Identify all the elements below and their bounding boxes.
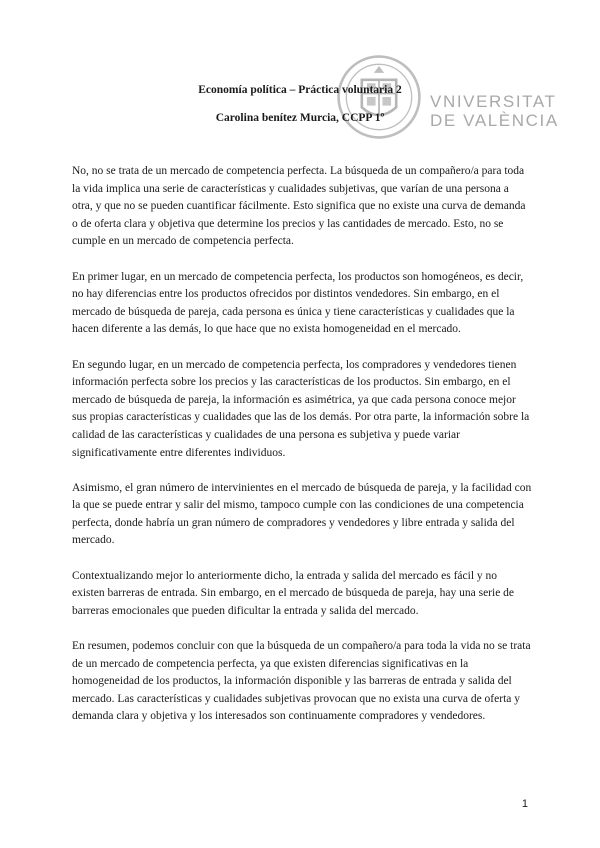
page-number: 1	[521, 798, 528, 810]
paragraph: No, no se trata de un mercado de competencia perfecta. La búsqueda de un compañero/a para toda la vida implica una serie de características y cualidades subjetivas, que varían de una persona a otra, y que no se pueden cuantificar fácilmente. Esto significa que no existe una curva de demanda o de oferta clara y objetiva que determine los precios y las cantidades de mercado. Esto, no se cumple en un mercado de competencia perfecta.	[72, 165, 526, 248]
university-logo	[430, 92, 570, 130]
document-title: Economía política – Práctica voluntaria 2	[198, 84, 402, 96]
university-seal-icon	[336, 54, 422, 140]
paragraph: En segundo lugar, en un mercado de competencia perfecta, los compradores y vendedores tienen información perfecta sobre los precios y las características de los productos. Sin embargo, en el mercado de búsqueda de pareja, la información es asimétrica, ya que cada persona conoce mejor sus propias características y cualidades que las de los demás. Por otra parte, la información sobre la calidad de las características y cualidades de una persona es subjetiva y puede variar significativamente entre diferentes individuos.	[72, 358, 530, 459]
paragraph: Contextualizando mejor lo anteriormente dicho, la entrada y salida del mercado es fácil y no existen barreras de entrada. Sin embargo, en el mercado de búsqueda de pareja, hay una serie de barreras emocionales que pueden dificultar la entrada y salida del mercado.	[72, 569, 515, 617]
logo-line-2: DE VALÈNCIA	[430, 111, 559, 130]
paragraph: Asimismo, el gran número de intervinientes en el mercado de búsqueda de pareja, y la facilidad con la que se puede entrar y salir del mismo, tampoco cumple con las condiciones de una competencia perfecta, donde habría un gran número de compradores y vendedores y libre entrada y salida del mercado.	[72, 481, 532, 547]
paragraph: En resumen, podemos concluir con que la búsqueda de un compañero/a para toda la vida no se trata de un mercado de competencia perfecta, ya que existen diferencias significativas en la homogeneidad de los productos, la información disponible y las barreras de entrada y salida del mercado. Las características y cualidades subjetivas provocan que no exista una curva de oferta y demanda clara y objetiva y los interesados son continuamente compradores y vendedores.	[72, 640, 531, 723]
logo-line-1: VNIVERSITAT	[430, 92, 557, 111]
document-body	[72, 163, 532, 744]
paragraph: En primer lugar, en un mercado de competencia perfecta, los productos son homogéneos, es decir, no hay diferencias entre los productos ofrecidos por distintos vendedores. Sin embargo, en el mercado de búsqueda de pareja, cada persona es única y tiene características y cualidades que la hacen diferente a las demás, lo que hace que no exista homogeneidad en el mercado.	[72, 270, 524, 336]
document-author: Carolina benítez Murcia, CCPP 1º	[215, 112, 385, 124]
